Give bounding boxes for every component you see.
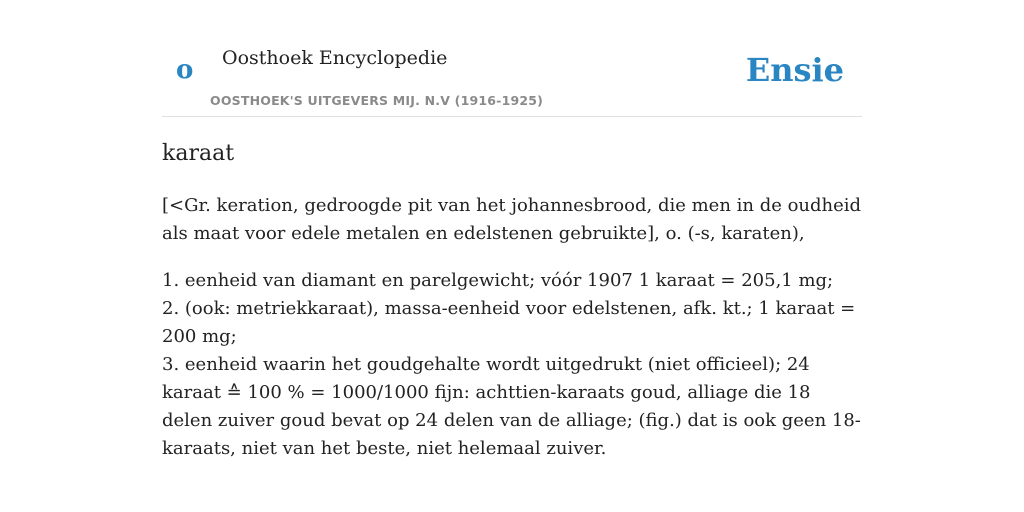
definition-item: 1. eenheid van diamant en parelgewicht; vóór 1907 1 karaat = 205,1 mg; (162, 270, 834, 291)
source-title[interactable]: Oosthoek Encyclopedie (222, 47, 448, 69)
index-letter[interactable]: o (176, 55, 194, 85)
entry-content (162, 138, 862, 463)
header (162, 0, 862, 117)
publisher-subtitle: OOSTHOEK'S UITGEVERS MIJ. N.V (1916-1925) (210, 93, 544, 108)
etymology: [<Gr. keration, gedroogde pit van het johannesbrood, die men in de oudheid als maat voor edele metalen en edelstenen gebruikte], o. (-s, karaten), (162, 195, 862, 244)
definition-item: 3. eenheid waarin het goudgehalte wordt uitgedrukt (niet officieel); 24 karaat ≙ 100 % = 1000/1000 fijn: achttien-karaats goud, alliage die 18 delen zuiver goud bevat op 24 delen van de alliage; (fig.) dat is ook geen 18-karaats, niet van het beste, niet helemaal zuiver. (162, 354, 861, 459)
definition-list (162, 267, 862, 463)
headword: karaat (162, 141, 235, 166)
brand-logo[interactable]: Ensie (745, 51, 844, 89)
definition-item: 2. (ook: metriekkaraat), massa-eenheid voor edelstenen, afk. kt.; 1 karaat = 200 mg; (162, 298, 856, 347)
